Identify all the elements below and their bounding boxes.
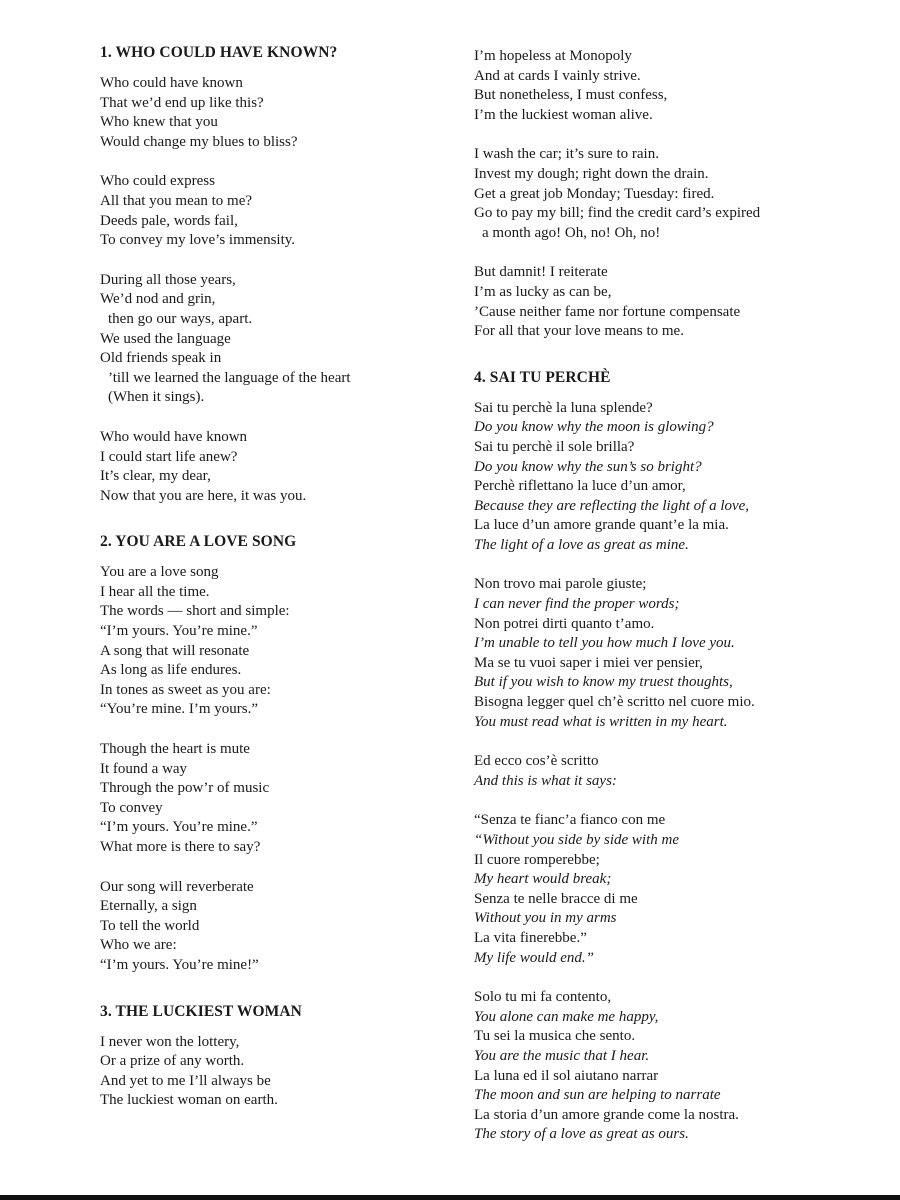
translation-line: You must read what is written in my heart. — [474, 713, 728, 730]
translation-line: My heart would break; — [474, 871, 612, 888]
stanza — [100, 740, 450, 858]
lyric-line: Sai tu perchè la luna splende? — [474, 399, 653, 416]
lyric-line: Sai tu perchè il sole brilla? — [474, 438, 635, 455]
lyric-line: Ma se tu vuoi saper i miei ver pensier, — [474, 654, 703, 671]
lyric-line: “I’m yours. You’re mine.” — [100, 819, 258, 836]
lyric-line: La storia d’un amore grande come la nostra. — [474, 1106, 739, 1123]
lyric-line: It found a way — [100, 760, 188, 777]
translation-line: The moon and sun are helping to narrate — [474, 1087, 721, 1104]
song-title: 1. WHO COULD HAVE KNOWN? — [100, 44, 338, 61]
translation-line: Do you know why the moon is glowing? — [474, 419, 714, 436]
lyric-line: In tones as sweet as you are: — [100, 681, 271, 698]
lyric-line: ’Cause neither fame nor fortune compensate — [474, 303, 741, 320]
lyric-line: Il cuore romperebbe; — [474, 851, 600, 868]
lyric-line: Solo tu mi fa contento, — [474, 989, 612, 1006]
lyric-line: You are a love song — [100, 564, 219, 581]
lyric-line: The words — short and simple: — [100, 603, 290, 620]
lyric-line: (When it sings). — [108, 389, 205, 406]
lyric-line: Or a prize of any worth. — [100, 1053, 245, 1070]
lyric-line: To convey — [100, 799, 163, 816]
lyric-line: then go our ways, apart. — [108, 310, 253, 327]
lyric-line: Invest my dough; right down the drain. — [474, 165, 709, 182]
stanza — [474, 399, 874, 556]
lyric-line: I’m as lucky as can be, — [474, 283, 612, 300]
lyric-line: To tell the world — [100, 917, 200, 934]
song-sai-tu-perche — [474, 368, 874, 1145]
stanza — [100, 74, 450, 152]
stanza — [474, 811, 874, 968]
translation-line: My life would end.” — [474, 949, 594, 966]
lyric-line: La luce d’un amore grande quant’e la mia. — [474, 517, 729, 534]
lyric-line: Non trovo mai parole giuste; — [474, 576, 647, 593]
stanza — [100, 271, 450, 408]
lyric-line: La luna ed il sol aiutano narrar — [474, 1067, 659, 1084]
lyric-line: Who would have known — [100, 428, 248, 445]
lyric-line: Would change my blues to bliss? — [100, 133, 298, 150]
lyric-line: I could start life anew? — [100, 448, 238, 465]
song-the-luckiest-woman — [100, 1002, 450, 1111]
lyric-line: A song that will resonate — [100, 642, 250, 659]
stanza — [100, 878, 450, 976]
stanza — [100, 1033, 450, 1111]
lyric-line: ’till we learned the language of the heart — [108, 369, 351, 386]
lyric-line: Senza te nelle bracce di me — [474, 890, 638, 907]
stanza — [474, 752, 874, 791]
right-column — [474, 47, 874, 1171]
lyric-line: Though the heart is mute — [100, 741, 250, 758]
lyric-line: To convey my love’s immensity. — [100, 232, 296, 249]
translation-line: The light of a love as great as mine. — [474, 536, 689, 553]
translation-line: I’m unable to tell you how much I love you. — [474, 635, 735, 652]
lyric-line: Tu sei la musica che sento. — [474, 1028, 636, 1045]
lyric-line: Get a great job Monday; Tuesday: fired. — [474, 185, 715, 202]
lyric-line: La vita finerebbe.” — [474, 929, 587, 946]
lyric-line: Who knew that you — [100, 114, 218, 131]
stanza — [474, 145, 874, 243]
lyric-line: But nonetheless, I must confess, — [474, 87, 668, 104]
translation-line: I can never find the proper words; — [474, 596, 680, 613]
left-column — [100, 43, 450, 1137]
lyric-line: Perchè riflettano la luce d’un amor, — [474, 478, 686, 495]
lyric-line: a month ago! Oh, no! Oh, no! — [482, 224, 661, 241]
lyric-line: Who we are: — [100, 937, 177, 954]
lyric-line: Ed ecco cos’è scritto — [474, 753, 599, 770]
lyric-line: Non potrei dirti quanto t’amo. — [474, 615, 655, 632]
lyric-line: “You’re mine. I’m yours.” — [100, 701, 259, 718]
lyric-line: “I’m yours. You’re mine.” — [100, 623, 258, 640]
song-title: 3. THE LUCKIEST WOMAN — [100, 1002, 302, 1020]
lyric-line: Old friends speak in — [100, 350, 222, 367]
stanza — [100, 563, 450, 720]
lyric-line: We used the language — [100, 330, 231, 347]
lyric-line: What more is there to say? — [100, 839, 261, 855]
translation-line: “Without you side by side with me — [474, 832, 679, 848]
lyric-line: That we’d end up like this? — [100, 94, 264, 111]
lyric-line: Now that you are here, it was you. — [100, 487, 307, 504]
lyric-line: I’m hopeless at Monopoly — [474, 48, 632, 64]
lyric-line: But damnit! I reiterate — [474, 264, 608, 281]
translation-line: Because they are reflecting the light of a love, — [474, 497, 750, 514]
translation-line: You alone can make me happy, — [474, 1008, 659, 1025]
lyric-line: Through the pow’r of music — [100, 780, 270, 797]
lyric-line: Our song will reverberate — [100, 878, 254, 895]
bottom-border — [0, 1195, 900, 1200]
lyric-line: For all that your love means to me. — [474, 323, 684, 340]
lyric-line: The luckiest woman on earth. — [100, 1092, 278, 1109]
translation-line: Without you in my arms — [474, 910, 617, 927]
stanza — [100, 172, 450, 250]
lyric-line: Who could express — [100, 173, 215, 190]
lyric-line: I’m the luckiest woman alive. — [474, 106, 653, 123]
stanza — [474, 988, 874, 1145]
lyric-line: “I’m yours. You’re mine!” — [100, 956, 259, 973]
song-the-luckiest-woman-continued — [474, 47, 874, 342]
translation-line: The story of a love as great as ours. — [474, 1126, 689, 1143]
song-who-could-have-known — [100, 43, 450, 506]
lyric-line: And yet to me I’ll always be — [100, 1072, 271, 1089]
lyric-line: Eternally, a sign — [100, 898, 197, 915]
lyric-line: All that you mean to me? — [100, 192, 253, 209]
song-you-are-a-love-song — [100, 532, 450, 975]
lyric-line: As long as life endures. — [100, 662, 242, 679]
lyric-line: And at cards I vainly strive. — [474, 67, 641, 84]
stanza — [474, 575, 874, 732]
lyric-line: Go to pay my bill; find the credit card’s expired — [474, 205, 761, 222]
lyric-line: I wash the car; it’s sure to rain. — [474, 146, 659, 163]
lyric-line: I hear all the time. — [100, 583, 210, 600]
lyric-line: I never won the lottery, — [100, 1033, 240, 1050]
lyric-line: Who could have known — [100, 75, 243, 91]
lyric-line: Deeds pale, words fail, — [100, 212, 238, 229]
translation-line: But if you wish to know my truest thoughts, — [474, 674, 733, 691]
stanza — [474, 47, 874, 125]
lyric-line: We’d nod and grin, — [100, 291, 216, 308]
song-title: 4. SAI TU PERCHÈ — [474, 368, 611, 386]
lyric-line: It’s clear, my dear, — [100, 468, 211, 485]
stanza — [474, 263, 874, 341]
translation-line: Do you know why the sun’s so bright? — [474, 458, 702, 475]
translation-line: You are the music that I hear. — [474, 1047, 650, 1064]
song-title: 2. YOU ARE A LOVE SONG — [100, 533, 297, 551]
lyric-line: “Senza te fianc’a fianco con me — [474, 812, 666, 829]
translation-line: And this is what it says: — [474, 772, 617, 789]
stanza — [100, 428, 450, 506]
lyric-line: During all those years, — [100, 271, 236, 288]
lyric-line: Bisogna legger quel ch’è scritto nel cuore mio. — [474, 694, 755, 711]
